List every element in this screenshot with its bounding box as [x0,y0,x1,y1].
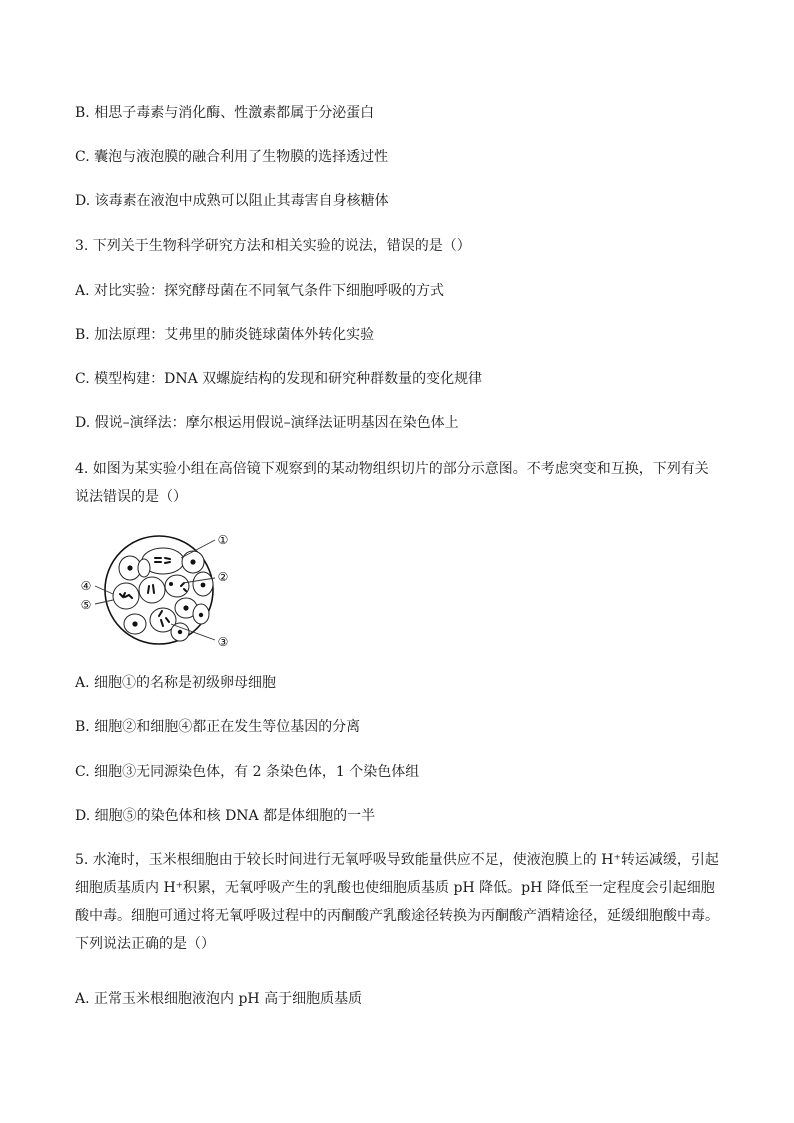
tissue-section-diagram [73,528,243,653]
tissue-section-figure [73,528,243,653]
q2-option-c: C. 囊泡与液泡膜的融合利用了生物膜的选择透过性 [75,149,389,165]
figure-label-5: ⑤ [80,598,92,612]
q4-option-d: D. 细胞⑤的染色体和核 DNA 都是体细胞的一半 [75,808,376,824]
q4-option-a: A. 细胞①的名称是初级卵母细胞 [75,675,277,691]
q4-stem: 4. 如图为某实验小组在高倍镜下观察到的某动物组织切片的部分示意图。不考虑突变和互换，下列有关说法错误的是（） [75,461,709,505]
q5-option-a: A. 正常玉米根细胞液泡内 pH 高于细胞质基质 [75,991,363,1007]
q2-option-d: D. 该毒素在液泡中成熟可以阻止其毒害自身核糖体 [75,193,389,209]
q3-option-a: A. 对比实验：探究酵母菌在不同氧气条件下细胞呼吸的方式 [75,283,445,299]
q4-option-b: B. 细胞②和细胞④都正在发生等位基因的分离 [75,719,361,735]
figure-label-3: ③ [217,635,229,649]
figure-label-2: ② [217,570,229,584]
q4-option-c: C. 细胞③无同源染色体，有 2 条染色体，1 个染色体组 [75,764,420,780]
q5-stem: 5. 水淹时，玉米根细胞由于较长时间进行无氧呼吸导致能量供应不足，使液泡膜上的 H⁺转运减缓，引起细胞质基质内 H⁺积累，无氧呼吸产生的乳酸也使细胞质基质 pH 降低。pH 降低至一定程度会引起细胞酸中毒。细胞可通过将无氧呼吸过程中的丙酮酸产乳酸途径转换为丙酮酸产酒精途径，延缓细胞酸中毒。下列说法正确的是（） [75,852,719,952]
q2-option-b: B. 相思子毒素与消化酶、性激素都属于分泌蛋白 [75,105,375,121]
q3-option-d: D. 假说–演绎法：摩尔根运用假说–演绎法证明基因在染色体上 [75,415,459,431]
figure-label-1: ① [217,533,229,547]
figure-label-4: ④ [80,579,92,593]
q3-option-b: B. 加法原理：艾弗里的肺炎链球菌体外转化实验 [75,327,375,343]
q3-stem: 3. 下列关于生物科学研究方法和相关实验的说法，错误的是（） [75,238,471,254]
q3-option-c: C. 模型构建：DNA 双螺旋结构的发现和研究种群数量的变化规律 [75,371,483,387]
